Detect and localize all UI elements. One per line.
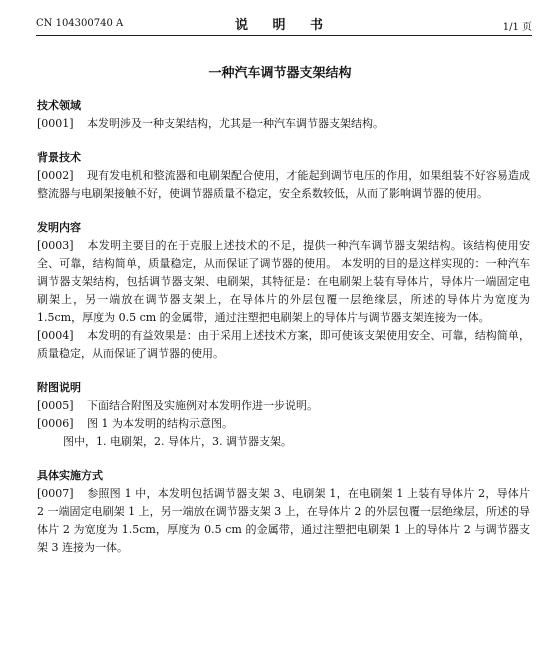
doc-number: CN 104300740 A	[36, 18, 124, 29]
paragraph-text: 参照图 1 中，本发明包括调节器支架 3、电刷架 1，在电刷架 1 上装有导体片 2，导体片 2 一端固定电刷架 1 上，另一端放在调节器支架 3 上，在导体片 2 的外层包覆一层绝缘层，所述的导体片 2 为宽度为 1.5cm，厚度为 0.5 cm 的金属带，通过注塑把电刷架 1 上的导体片 2 与调节器支架 3 连接为一体。	[37, 487, 530, 554]
section-summary	[37, 219, 530, 363]
page-number: 1/1 页	[502, 22, 532, 33]
paragraph-text: 本发明主要目的在于克服上述技术的不足，提供一种汽车调节器支架结构。该结构使用安全、可靠，结构简单，质量稳定，从而保证了调节器的使用。 本发明的目的是这样实现的：一种汽车调节器支架结构，包括调节器支架、电刷架，其特征是：在电刷架上装有导体片，导体片一端固定电刷架上，另一端放在调节器支架上，在导体片的外层包覆一层绝缘层，所述的导体片为宽度为 1.5cm，厚度为 0.5 cm 的金属带，通过注塑把电刷架上的导体片与调节器支架连接为一体。	[37, 239, 530, 324]
paragraph-text: 本发明涉及一种支架结构，尤其是一种汽车调节器支架结构。	[87, 117, 384, 130]
figure-caption: 图中，1. 电刷架，2. 导体片，3. 调节器支架。	[63, 435, 292, 448]
section-heading: 背景技术	[37, 151, 81, 164]
paragraph-text: 下面结合附图及实施例对本发明作进一步说明。	[87, 399, 318, 412]
paragraph-number: [0007]	[37, 487, 74, 500]
paragraph	[37, 167, 530, 203]
paragraph-text: 本发明的有益效果是：由于采用上述技术方案，即可使该支架使用安全、可靠，结构简单，质量稳定，从而保证了调节器的使用。	[37, 329, 530, 360]
section-technical-field	[37, 97, 530, 133]
paragraph-text: 图 1 为本发明的结构示意图。	[87, 417, 233, 430]
doc-type: 说 明 书	[234, 18, 334, 33]
paragraph-number: [0004]	[37, 329, 74, 342]
section-embodiment	[37, 467, 530, 557]
paragraph	[37, 327, 530, 363]
page-header	[36, 14, 532, 36]
paragraph-text: 现有发电机和整流器和电刷架配合使用，才能起到调节电压的作用，如果组装不好容易造成整流器与电刷架接触不好，使调节器质量不稳定，安全系数较低，从而了影响调节器的使用。	[37, 169, 530, 200]
paragraph-number: [0003]	[37, 239, 74, 252]
section-heading: 附图说明	[37, 381, 81, 394]
document-body	[37, 97, 530, 557]
section-heading: 具体实施方式	[37, 469, 103, 482]
paragraph	[37, 485, 530, 557]
document-title: 一种汽车调节器支架结构	[208, 66, 352, 81]
section-heading: 发明内容	[37, 221, 81, 234]
paragraph	[37, 415, 530, 433]
paragraph	[37, 237, 530, 327]
section-heading: 技术领域	[37, 99, 81, 112]
section-background	[37, 149, 530, 203]
paragraph	[37, 115, 530, 133]
paragraph-number: [0006]	[37, 417, 74, 430]
section-drawings	[37, 379, 530, 451]
paragraph-number: [0005]	[37, 399, 74, 412]
paragraph-number: [0001]	[37, 117, 74, 130]
paragraph-number: [0002]	[37, 169, 74, 182]
paragraph	[37, 397, 530, 415]
header-rule	[36, 35, 532, 36]
